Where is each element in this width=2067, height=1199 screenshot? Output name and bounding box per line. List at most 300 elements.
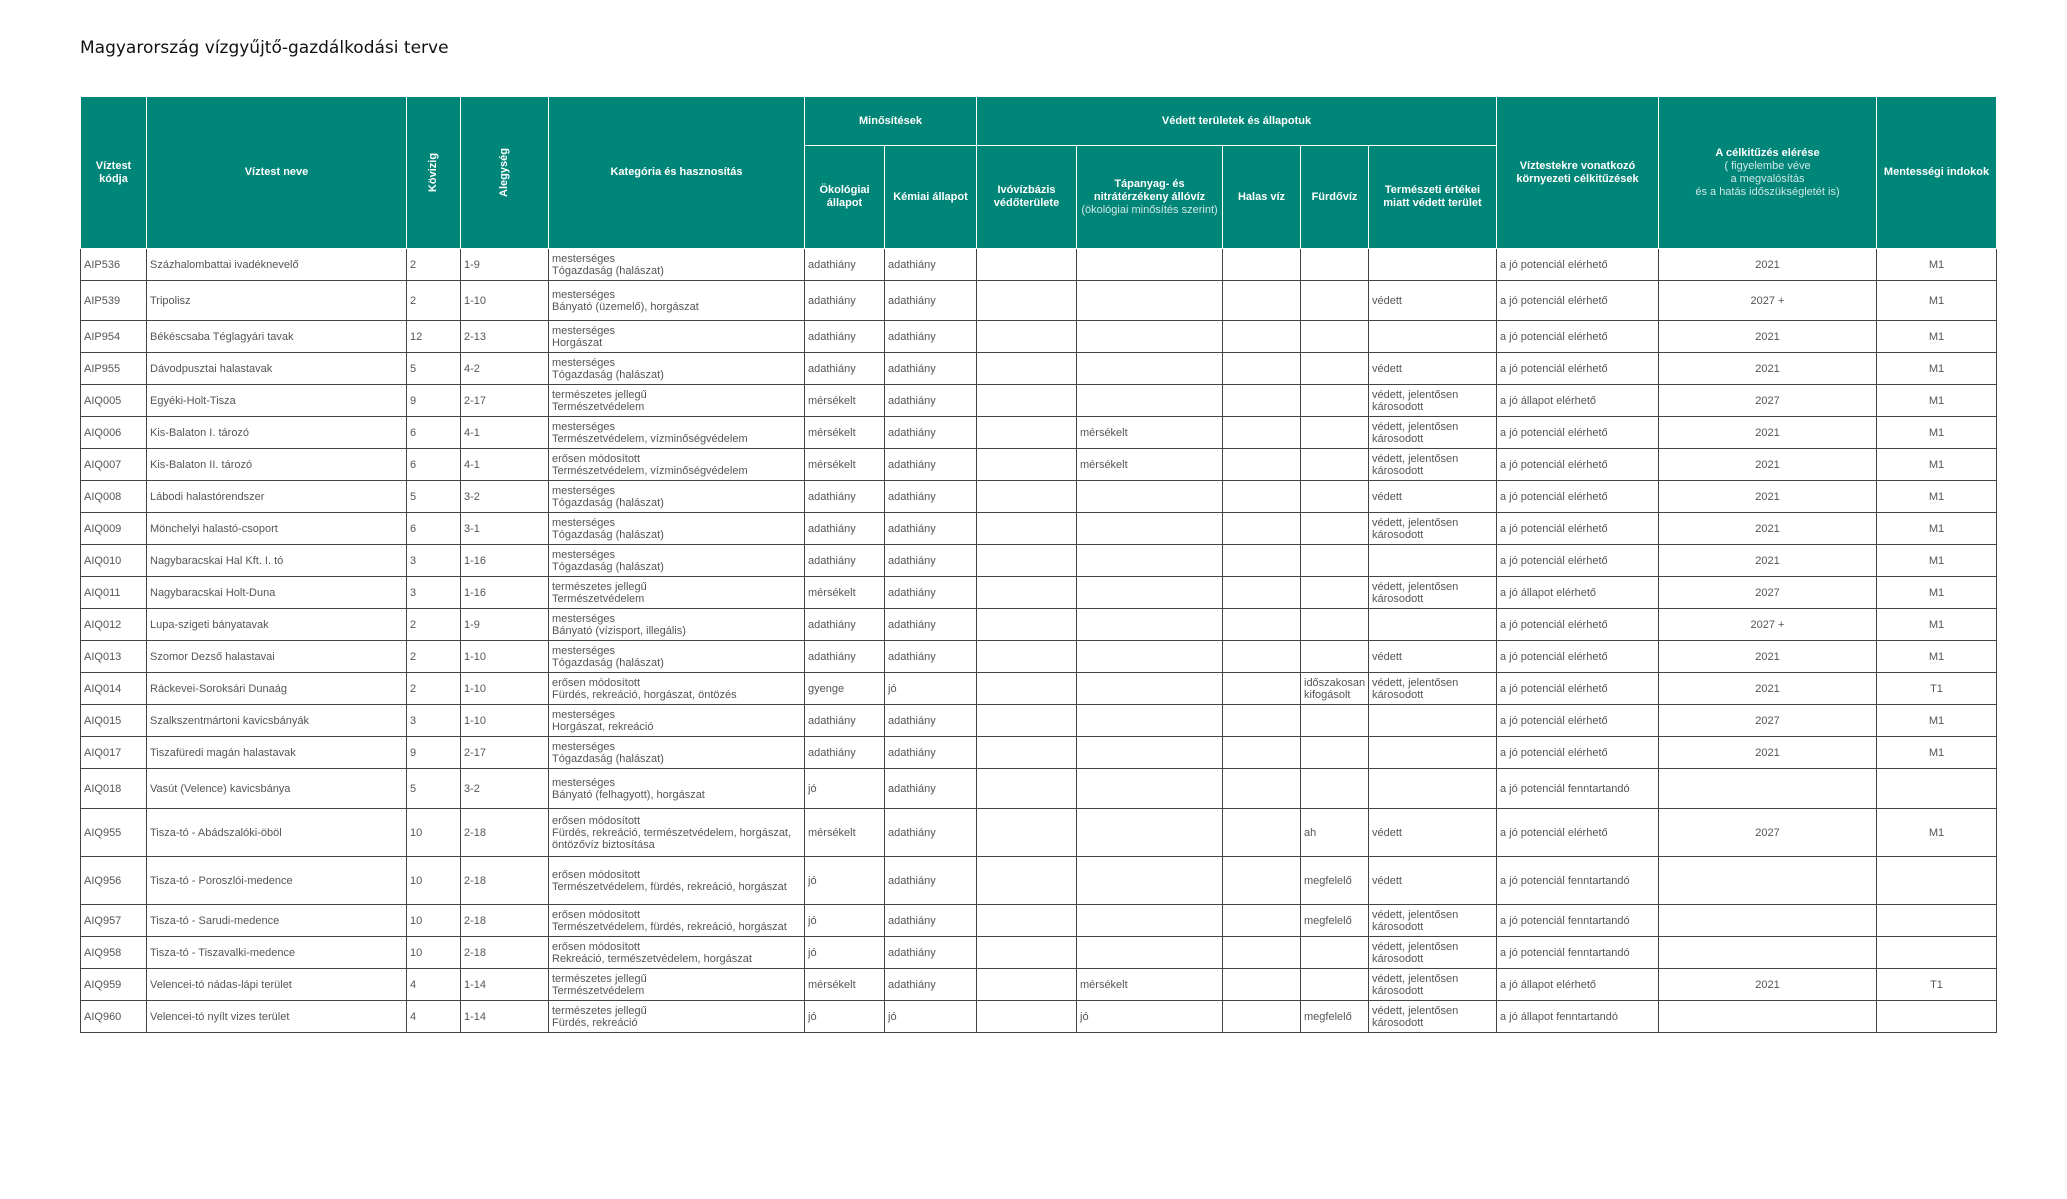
cell-tapanyag bbox=[1077, 545, 1223, 577]
cell-mentessegi: M1 bbox=[1877, 385, 1997, 417]
category-type: erősen módosított bbox=[552, 940, 641, 953]
cell-tapanyag bbox=[1077, 281, 1223, 321]
cell-nev: Ráckevei-Soroksári Dunaág bbox=[147, 673, 407, 705]
cell-nev: Tisza-tó - Poroszlói-medence bbox=[147, 857, 407, 905]
cell-halas bbox=[1223, 417, 1301, 449]
category-usage: Természetvédelem, fürdés, rekreáció, horgászat bbox=[552, 880, 787, 893]
cell-celkituzes: a jó állapot elérhető bbox=[1497, 969, 1659, 1001]
table-row bbox=[81, 641, 1997, 673]
cell-okologiai: jó bbox=[805, 769, 885, 809]
cell-kemiai: adathiány bbox=[885, 857, 977, 905]
cell-okologiai: mérsékelt bbox=[805, 577, 885, 609]
cell-halas bbox=[1223, 545, 1301, 577]
table-row bbox=[81, 705, 1997, 737]
cell-nev: Tiszafüredi magán halastavak bbox=[147, 737, 407, 769]
cell-eleres: 2021 bbox=[1659, 417, 1877, 449]
category-usage: Rekreáció, természetvédelem, horgászat bbox=[552, 952, 752, 965]
table-row bbox=[81, 513, 1997, 545]
cell-furdoviz bbox=[1301, 737, 1369, 769]
category-usage: Tógazdaság (halászat) bbox=[552, 264, 664, 277]
cell-furdoviz bbox=[1301, 969, 1369, 1001]
cell-alegyseg: 1-10 bbox=[461, 705, 549, 737]
cell-mentessegi: M1 bbox=[1877, 809, 1997, 857]
cell-termeszeti: védett, jelentősen károsodott bbox=[1369, 513, 1497, 545]
cell-celkituzes: a jó potenciál fenntartandó bbox=[1497, 905, 1659, 937]
cell-ivoviz bbox=[977, 673, 1077, 705]
cell-eleres bbox=[1659, 905, 1877, 937]
cell-kategoria bbox=[549, 513, 805, 545]
cell-furdoviz bbox=[1301, 577, 1369, 609]
cell-tapanyag bbox=[1077, 769, 1223, 809]
cell-kemiai: jó bbox=[885, 1001, 977, 1033]
cell-celkituzes: a jó potenciál fenntartandó bbox=[1497, 769, 1659, 809]
category-type: mesterséges bbox=[552, 420, 615, 433]
cell-kovizig: 5 bbox=[407, 353, 461, 385]
table-row bbox=[81, 609, 1997, 641]
cell-nev: Nagybaracskai Holt-Duna bbox=[147, 577, 407, 609]
table-row bbox=[81, 353, 1997, 385]
cell-kemiai: adathiány bbox=[885, 705, 977, 737]
cell-kategoria bbox=[549, 969, 805, 1001]
cell-kemiai: adathiány bbox=[885, 609, 977, 641]
cell-kovizig: 2 bbox=[407, 249, 461, 281]
cell-celkituzes: a jó potenciál elérhető bbox=[1497, 705, 1659, 737]
cell-eleres: 2021 bbox=[1659, 449, 1877, 481]
header-eleres-sub3: és a hatás időszükségletét is) bbox=[1695, 185, 1840, 198]
cell-kategoria bbox=[549, 705, 805, 737]
cell-halas bbox=[1223, 281, 1301, 321]
cell-mentessegi: M1 bbox=[1877, 321, 1997, 353]
cell-furdoviz bbox=[1301, 321, 1369, 353]
cell-nev: Százhalombattai ivadéknevelő bbox=[147, 249, 407, 281]
cell-okologiai: adathiány bbox=[805, 641, 885, 673]
cell-kategoria bbox=[549, 281, 805, 321]
cell-eleres: 2027 + bbox=[1659, 609, 1877, 641]
header-vedett: Védett területek és állapotuk bbox=[977, 97, 1497, 146]
cell-kategoria bbox=[549, 321, 805, 353]
cell-mentessegi: T1 bbox=[1877, 673, 1997, 705]
cell-kemiai: adathiány bbox=[885, 353, 977, 385]
cell-tapanyag bbox=[1077, 857, 1223, 905]
header-furdoviz: Fürdővíz bbox=[1301, 146, 1369, 249]
category-type: erősen módosított bbox=[552, 908, 641, 921]
cell-alegyseg: 1-16 bbox=[461, 545, 549, 577]
cell-kovizig: 3 bbox=[407, 577, 461, 609]
cell-kemiai: adathiány bbox=[885, 481, 977, 513]
cell-nev: Kis-Balaton I. tározó bbox=[147, 417, 407, 449]
category-usage: Bányató (üzemelő), horgászat bbox=[552, 300, 699, 313]
cell-ivoviz bbox=[977, 321, 1077, 353]
category-usage: Fürdés, rekreáció, horgászat, öntözés bbox=[552, 688, 737, 701]
cell-ivoviz bbox=[977, 705, 1077, 737]
cell-kovizig: 5 bbox=[407, 481, 461, 513]
header-kemiai: Kémiai állapot bbox=[885, 146, 977, 249]
cell-termeszeti bbox=[1369, 769, 1497, 809]
cell-furdoviz bbox=[1301, 513, 1369, 545]
cell-halas bbox=[1223, 353, 1301, 385]
cell-mentessegi: M1 bbox=[1877, 353, 1997, 385]
cell-nev: Egyéki-Holt-Tisza bbox=[147, 385, 407, 417]
cell-nev: Velencei-tó nádas-lápi terület bbox=[147, 969, 407, 1001]
header-nev: Víztest neve bbox=[147, 97, 407, 249]
cell-halas bbox=[1223, 641, 1301, 673]
table-row bbox=[81, 545, 1997, 577]
cell-mentessegi bbox=[1877, 905, 1997, 937]
cell-kovizig: 2 bbox=[407, 281, 461, 321]
cell-kemiai: adathiány bbox=[885, 321, 977, 353]
category-type: természetes jellegű bbox=[552, 1004, 647, 1017]
category-type: erősen módosított bbox=[552, 814, 641, 827]
cell-okologiai: jó bbox=[805, 857, 885, 905]
category-usage: Bányató (felhagyott), horgászat bbox=[552, 788, 705, 801]
cell-kemiai: adathiány bbox=[885, 769, 977, 809]
cell-celkituzes: a jó potenciál elérhető bbox=[1497, 249, 1659, 281]
cell-kategoria bbox=[549, 249, 805, 281]
category-type: erősen módosított bbox=[552, 868, 641, 881]
cell-termeszeti: védett bbox=[1369, 809, 1497, 857]
table-row bbox=[81, 481, 1997, 513]
cell-celkituzes: a jó potenciál elérhető bbox=[1497, 321, 1659, 353]
water-body-table bbox=[80, 96, 1997, 1033]
cell-halas bbox=[1223, 673, 1301, 705]
cell-okologiai: adathiány bbox=[805, 249, 885, 281]
cell-termeszeti: védett, jelentősen károsodott bbox=[1369, 905, 1497, 937]
table-row bbox=[81, 417, 1997, 449]
cell-alegyseg: 1-9 bbox=[461, 249, 549, 281]
cell-eleres bbox=[1659, 937, 1877, 969]
cell-eleres: 2021 bbox=[1659, 353, 1877, 385]
cell-okologiai: jó bbox=[805, 1001, 885, 1033]
cell-alegyseg: 2-18 bbox=[461, 905, 549, 937]
cell-eleres: 2021 bbox=[1659, 249, 1877, 281]
cell-eleres: 2021 bbox=[1659, 673, 1877, 705]
cell-furdoviz: megfelelő bbox=[1301, 1001, 1369, 1033]
cell-mentessegi bbox=[1877, 1001, 1997, 1033]
cell-celkituzes: a jó potenciál fenntartandó bbox=[1497, 857, 1659, 905]
cell-kategoria bbox=[549, 905, 805, 937]
cell-furdoviz bbox=[1301, 481, 1369, 513]
category-type: mesterséges bbox=[552, 324, 615, 337]
table-row bbox=[81, 577, 1997, 609]
cell-okologiai: gyenge bbox=[805, 673, 885, 705]
cell-alegyseg: 2-18 bbox=[461, 809, 549, 857]
cell-alegyseg: 1-10 bbox=[461, 641, 549, 673]
cell-termeszeti bbox=[1369, 737, 1497, 769]
cell-nev: Tisza-tó - Sarudi-medence bbox=[147, 905, 407, 937]
cell-halas bbox=[1223, 481, 1301, 513]
cell-kategoria bbox=[549, 769, 805, 809]
cell-kod: AIQ959 bbox=[81, 969, 147, 1001]
category-usage: Természetvédelem, vízminőségvédelem bbox=[552, 464, 748, 477]
cell-nev: Szalkszentmártoni kavicsbányák bbox=[147, 705, 407, 737]
cell-tapanyag bbox=[1077, 385, 1223, 417]
category-type: természetes jellegű bbox=[552, 580, 647, 593]
cell-kemiai: adathiány bbox=[885, 577, 977, 609]
cell-mentessegi: M1 bbox=[1877, 737, 1997, 769]
cell-kod: AIQ005 bbox=[81, 385, 147, 417]
cell-kemiai: adathiány bbox=[885, 969, 977, 1001]
cell-kemiai: adathiány bbox=[885, 385, 977, 417]
cell-kod: AIP955 bbox=[81, 353, 147, 385]
cell-kovizig: 6 bbox=[407, 449, 461, 481]
cell-ivoviz bbox=[977, 385, 1077, 417]
cell-termeszeti: védett, jelentősen károsodott bbox=[1369, 385, 1497, 417]
cell-kovizig: 10 bbox=[407, 809, 461, 857]
cell-kemiai: adathiány bbox=[885, 417, 977, 449]
header-eleres-title: A célkitűzés elérése bbox=[1715, 146, 1820, 159]
cell-kategoria bbox=[549, 809, 805, 857]
cell-eleres bbox=[1659, 1001, 1877, 1033]
cell-kovizig: 12 bbox=[407, 321, 461, 353]
cell-kod: AIQ955 bbox=[81, 809, 147, 857]
table-row bbox=[81, 857, 1997, 905]
header-mentessegi: Mentességi indokok bbox=[1877, 97, 1997, 249]
cell-eleres bbox=[1659, 857, 1877, 905]
cell-kovizig: 3 bbox=[407, 545, 461, 577]
cell-mentessegi: M1 bbox=[1877, 481, 1997, 513]
category-usage: Bányató (vízisport, illegális) bbox=[552, 624, 686, 637]
cell-nev: Tisza-tó - Tiszavalki-medence bbox=[147, 937, 407, 969]
cell-okologiai: mérsékelt bbox=[805, 969, 885, 1001]
cell-celkituzes: a jó potenciál elérhető bbox=[1497, 513, 1659, 545]
cell-kod: AIQ010 bbox=[81, 545, 147, 577]
cell-mentessegi bbox=[1877, 937, 1997, 969]
cell-halas bbox=[1223, 513, 1301, 545]
cell-ivoviz bbox=[977, 1001, 1077, 1033]
cell-eleres: 2021 bbox=[1659, 513, 1877, 545]
cell-kategoria bbox=[549, 385, 805, 417]
cell-tapanyag bbox=[1077, 737, 1223, 769]
cell-halas bbox=[1223, 769, 1301, 809]
cell-kategoria bbox=[549, 545, 805, 577]
cell-ivoviz bbox=[977, 809, 1077, 857]
header-termeszeti: Természeti értékei miatt védett terület bbox=[1369, 146, 1497, 249]
cell-kategoria bbox=[549, 449, 805, 481]
category-type: természetes jellegű bbox=[552, 972, 647, 985]
cell-kovizig: 9 bbox=[407, 385, 461, 417]
cell-tapanyag bbox=[1077, 481, 1223, 513]
cell-kemiai: adathiány bbox=[885, 281, 977, 321]
cell-ivoviz bbox=[977, 905, 1077, 937]
cell-alegyseg: 1-9 bbox=[461, 609, 549, 641]
table-row bbox=[81, 673, 1997, 705]
cell-nev: Tisza-tó - Abádszalóki-öböl bbox=[147, 809, 407, 857]
cell-ivoviz bbox=[977, 969, 1077, 1001]
cell-mentessegi: T1 bbox=[1877, 969, 1997, 1001]
cell-alegyseg: 3-1 bbox=[461, 513, 549, 545]
cell-alegyseg: 1-10 bbox=[461, 281, 549, 321]
cell-halas bbox=[1223, 249, 1301, 281]
cell-termeszeti: védett, jelentősen károsodott bbox=[1369, 417, 1497, 449]
cell-halas bbox=[1223, 937, 1301, 969]
cell-alegyseg: 1-14 bbox=[461, 1001, 549, 1033]
cell-termeszeti: védett, jelentősen károsodott bbox=[1369, 969, 1497, 1001]
category-usage: Horgászat bbox=[552, 336, 603, 349]
cell-furdoviz bbox=[1301, 249, 1369, 281]
cell-tapanyag: jó bbox=[1077, 1001, 1223, 1033]
cell-tapanyag bbox=[1077, 353, 1223, 385]
cell-kovizig: 10 bbox=[407, 905, 461, 937]
cell-ivoviz bbox=[977, 641, 1077, 673]
category-type: mesterséges bbox=[552, 288, 615, 301]
cell-termeszeti: védett, jelentősen károsodott bbox=[1369, 449, 1497, 481]
cell-mentessegi: M1 bbox=[1877, 417, 1997, 449]
cell-ivoviz bbox=[977, 737, 1077, 769]
cell-halas bbox=[1223, 737, 1301, 769]
cell-halas bbox=[1223, 969, 1301, 1001]
cell-furdoviz bbox=[1301, 449, 1369, 481]
cell-halas bbox=[1223, 385, 1301, 417]
document-title: Magyarország vízgyűjtő-gazdálkodási terve bbox=[80, 38, 449, 58]
cell-ivoviz bbox=[977, 481, 1077, 513]
cell-ivoviz bbox=[977, 545, 1077, 577]
cell-tapanyag bbox=[1077, 321, 1223, 353]
cell-termeszeti: védett bbox=[1369, 481, 1497, 513]
category-usage: Tógazdaság (halászat) bbox=[552, 752, 664, 765]
category-type: mesterséges bbox=[552, 252, 615, 265]
cell-mentessegi bbox=[1877, 769, 1997, 809]
cell-ivoviz bbox=[977, 449, 1077, 481]
cell-kovizig: 9 bbox=[407, 737, 461, 769]
category-type: mesterséges bbox=[552, 740, 615, 753]
table-row bbox=[81, 1001, 1997, 1033]
cell-kemiai: adathiány bbox=[885, 937, 977, 969]
table-row bbox=[81, 769, 1997, 809]
cell-mentessegi: M1 bbox=[1877, 513, 1997, 545]
cell-celkituzes: a jó potenciál elérhető bbox=[1497, 417, 1659, 449]
category-type: mesterséges bbox=[552, 484, 615, 497]
cell-celkituzes: a jó állapot elérhető bbox=[1497, 577, 1659, 609]
cell-eleres: 2027 bbox=[1659, 577, 1877, 609]
cell-kategoria bbox=[549, 857, 805, 905]
cell-tapanyag bbox=[1077, 249, 1223, 281]
cell-okologiai: adathiány bbox=[805, 513, 885, 545]
header-alegyseg bbox=[461, 97, 549, 249]
cell-kovizig: 3 bbox=[407, 705, 461, 737]
cell-halas bbox=[1223, 609, 1301, 641]
cell-okologiai: adathiány bbox=[805, 545, 885, 577]
cell-eleres: 2021 bbox=[1659, 481, 1877, 513]
cell-celkituzes: a jó potenciál elérhető bbox=[1497, 673, 1659, 705]
cell-alegyseg: 2-18 bbox=[461, 937, 549, 969]
cell-nev: Békéscsaba Téglagyári tavak bbox=[147, 321, 407, 353]
cell-alegyseg: 4-1 bbox=[461, 449, 549, 481]
cell-kovizig: 2 bbox=[407, 673, 461, 705]
category-type: erősen módosított bbox=[552, 676, 641, 689]
cell-celkituzes: a jó potenciál elérhető bbox=[1497, 809, 1659, 857]
cell-nev: Dávodpusztai halastavak bbox=[147, 353, 407, 385]
cell-okologiai: adathiány bbox=[805, 609, 885, 641]
cell-kod: AIQ015 bbox=[81, 705, 147, 737]
cell-ivoviz bbox=[977, 353, 1077, 385]
cell-tapanyag bbox=[1077, 609, 1223, 641]
cell-alegyseg: 1-14 bbox=[461, 969, 549, 1001]
cell-ivoviz bbox=[977, 577, 1077, 609]
cell-ivoviz bbox=[977, 417, 1077, 449]
cell-okologiai: adathiány bbox=[805, 281, 885, 321]
cell-nev: Nagybaracskai Hal Kft. I. tó bbox=[147, 545, 407, 577]
cell-halas bbox=[1223, 321, 1301, 353]
cell-eleres: 2027 bbox=[1659, 385, 1877, 417]
cell-termeszeti: védett, jelentősen károsodott bbox=[1369, 1001, 1497, 1033]
cell-kovizig: 6 bbox=[407, 417, 461, 449]
cell-nev: Tripolisz bbox=[147, 281, 407, 321]
cell-tapanyag bbox=[1077, 905, 1223, 937]
cell-tapanyag bbox=[1077, 809, 1223, 857]
cell-tapanyag: mérsékelt bbox=[1077, 417, 1223, 449]
header-celkituzesek: Víztestekre vonatkozó környezeti célkitűzések bbox=[1497, 97, 1659, 249]
header-halas: Halas víz bbox=[1223, 146, 1301, 249]
cell-alegyseg: 2-18 bbox=[461, 857, 549, 905]
category-usage: Horgászat, rekreáció bbox=[552, 720, 654, 733]
table-row bbox=[81, 969, 1997, 1001]
cell-kovizig: 2 bbox=[407, 609, 461, 641]
cell-ivoviz bbox=[977, 769, 1077, 809]
category-usage: Természetvédelem, vízminőségvédelem bbox=[552, 432, 748, 445]
cell-kategoria bbox=[549, 737, 805, 769]
cell-kod: AIQ014 bbox=[81, 673, 147, 705]
cell-furdoviz bbox=[1301, 609, 1369, 641]
cell-kemiai: adathiány bbox=[885, 905, 977, 937]
cell-kod: AIQ008 bbox=[81, 481, 147, 513]
cell-kemiai: adathiány bbox=[885, 449, 977, 481]
cell-eleres: 2021 bbox=[1659, 321, 1877, 353]
cell-alegyseg: 4-2 bbox=[461, 353, 549, 385]
cell-furdoviz: megfelelő bbox=[1301, 905, 1369, 937]
cell-kategoria bbox=[549, 641, 805, 673]
cell-kod: AIP536 bbox=[81, 249, 147, 281]
cell-okologiai: adathiány bbox=[805, 737, 885, 769]
cell-okologiai: mérsékelt bbox=[805, 385, 885, 417]
cell-celkituzes: a jó potenciál elérhető bbox=[1497, 737, 1659, 769]
cell-nev: Vasút (Velence) kavicsbánya bbox=[147, 769, 407, 809]
cell-furdoviz bbox=[1301, 281, 1369, 321]
cell-termeszeti: védett, jelentősen károsodott bbox=[1369, 673, 1497, 705]
header-tapanyag-sub: (ökológiai minősítés szerint) bbox=[1081, 203, 1218, 216]
cell-tapanyag bbox=[1077, 641, 1223, 673]
cell-ivoviz bbox=[977, 513, 1077, 545]
category-usage: Fürdés, rekreáció bbox=[552, 1016, 638, 1029]
cell-mentessegi: M1 bbox=[1877, 577, 1997, 609]
cell-ivoviz bbox=[977, 937, 1077, 969]
cell-ivoviz bbox=[977, 281, 1077, 321]
table-row bbox=[81, 737, 1997, 769]
category-usage: Tógazdaság (halászat) bbox=[552, 368, 664, 381]
cell-eleres: 2021 bbox=[1659, 641, 1877, 673]
category-usage: Fürdés, rekreáció, természetvédelem, horgászat, öntözővíz biztosítása bbox=[552, 826, 792, 851]
cell-nev: Lábodi halastórendszer bbox=[147, 481, 407, 513]
cell-celkituzes: a jó potenciál fenntartandó bbox=[1497, 937, 1659, 969]
category-usage: Természetvédelem bbox=[552, 984, 645, 997]
cell-nev: Mönchelyi halastó-csoport bbox=[147, 513, 407, 545]
table-row bbox=[81, 449, 1997, 481]
cell-furdoviz bbox=[1301, 353, 1369, 385]
cell-alegyseg: 2-17 bbox=[461, 737, 549, 769]
cell-kategoria bbox=[549, 577, 805, 609]
cell-alegyseg: 3-2 bbox=[461, 481, 549, 513]
cell-celkituzes: a jó potenciál elérhető bbox=[1497, 545, 1659, 577]
cell-termeszeti: védett bbox=[1369, 353, 1497, 385]
cell-furdoviz bbox=[1301, 937, 1369, 969]
cell-nev: Szomor Dezső halastavai bbox=[147, 641, 407, 673]
cell-tapanyag: mérsékelt bbox=[1077, 449, 1223, 481]
cell-ivoviz bbox=[977, 249, 1077, 281]
category-type: mesterséges bbox=[552, 612, 615, 625]
cell-halas bbox=[1223, 577, 1301, 609]
cell-okologiai: mérsékelt bbox=[805, 449, 885, 481]
cell-halas bbox=[1223, 857, 1301, 905]
category-type: természetes jellegű bbox=[552, 388, 647, 401]
